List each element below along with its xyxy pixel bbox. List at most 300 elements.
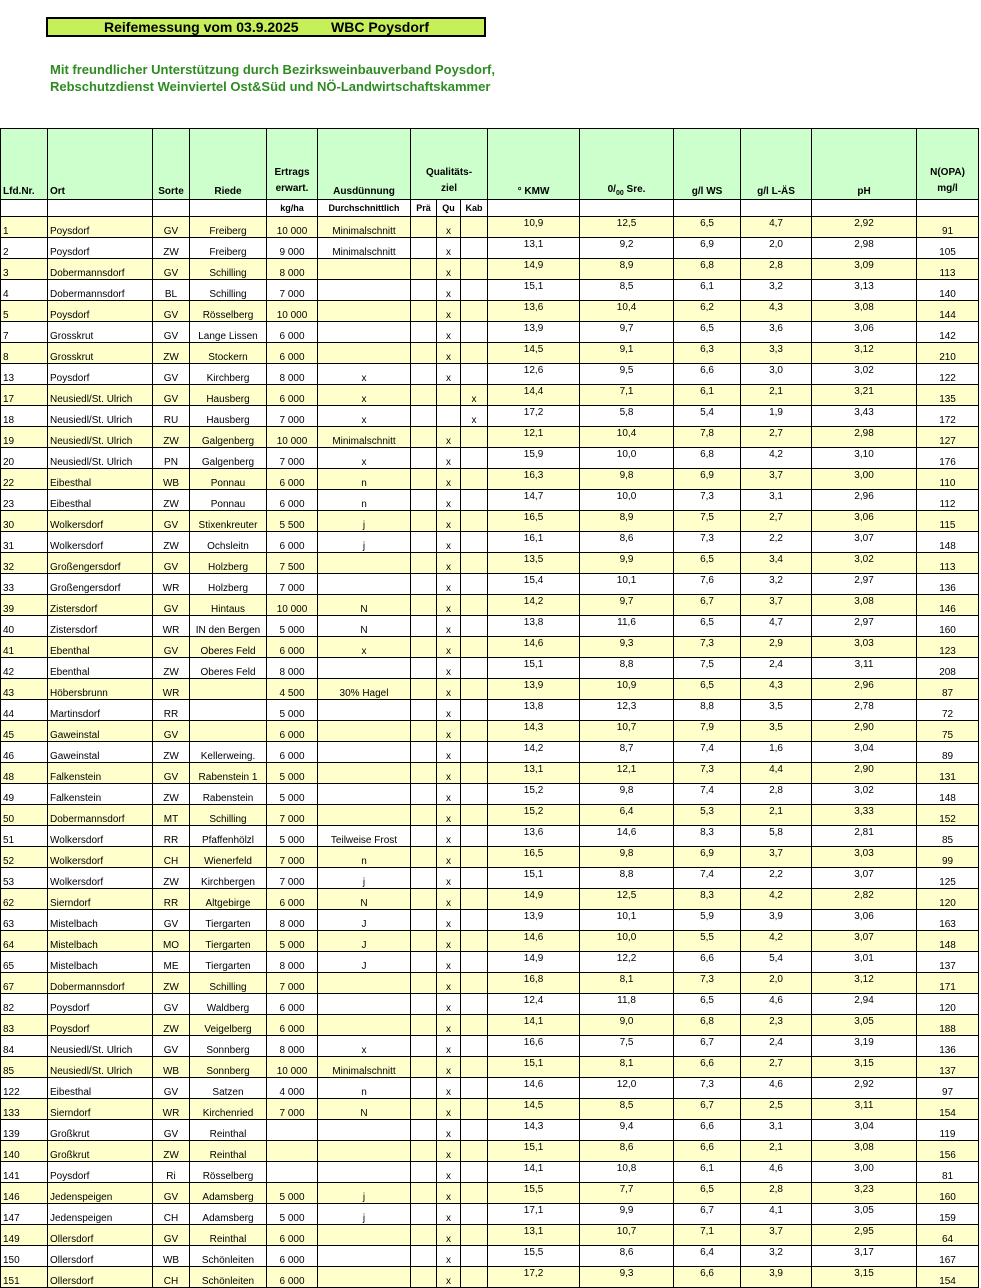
table-row <box>1 763 979 784</box>
col-nr: Lfd.Nr. <box>1 129 48 200</box>
cell-las: 4,2 <box>741 931 812 952</box>
cell-ertrag: 6 000 <box>267 1246 318 1267</box>
cell-nopa: 110 <box>917 469 979 490</box>
table-row <box>1 595 979 616</box>
cell-ph: 2,95 <box>812 1225 917 1246</box>
cell-ertrag: 8 000 <box>267 1036 318 1057</box>
cell-sorte: ZW <box>153 742 190 763</box>
cell-ort: Eibesthal <box>48 1078 153 1099</box>
cell-riede: Schilling <box>190 805 267 826</box>
cell-ertrag: 7 500 <box>267 553 318 574</box>
cell-nopa: 136 <box>917 1036 979 1057</box>
cell-riede: Rösselberg <box>190 1162 267 1183</box>
cell-ausduennung <box>318 553 411 574</box>
cell-ws: 6,8 <box>674 448 741 469</box>
cell-ws: 5,4 <box>674 406 741 427</box>
cell-ertrag <box>267 1141 318 1162</box>
cell-las: 4,6 <box>741 1162 812 1183</box>
cell-ort: Großkrut <box>48 1120 153 1141</box>
cell-riede: Pfaffenhölzl <box>190 826 267 847</box>
cell-sre: 10,1 <box>580 574 674 595</box>
cell-qu: x <box>437 847 461 868</box>
cell-las: 3,9 <box>741 1267 812 1288</box>
cell-ausduennung <box>318 700 411 721</box>
cell-ort: Poysdorf <box>48 217 153 238</box>
cell-ph: 3,08 <box>812 1141 917 1162</box>
cell-sorte: GV <box>153 511 190 532</box>
cell-ort: Dobermannsdorf <box>48 259 153 280</box>
cell-riede: Altgebirge <box>190 889 267 910</box>
cell-ertrag: 8 000 <box>267 259 318 280</box>
table-row <box>1 280 979 301</box>
subtitle-line-1: Mit freundlicher Unterstützung durch Bezirksweinbauverband Poysdorf, <box>50 62 495 77</box>
cell-ws: 6,6 <box>674 1057 741 1078</box>
cell-kmw: 14,6 <box>488 637 580 658</box>
cell-las: 2,8 <box>741 259 812 280</box>
subtitle-line-2: Rebschutzdienst Weinviertel Ost&Süd und NÖ-Landwirtschaftskammer <box>50 79 491 94</box>
cell-nr: 2 <box>1 238 48 259</box>
cell-kmw: 14,5 <box>488 343 580 364</box>
table-row <box>1 931 979 952</box>
cell-nopa: 172 <box>917 406 979 427</box>
cell-nr: 64 <box>1 931 48 952</box>
cell-kab <box>461 1057 488 1078</box>
cell-riede: Schilling <box>190 259 267 280</box>
cell-sre: 8,9 <box>580 259 674 280</box>
cell-nr: 63 <box>1 910 48 931</box>
cell-ort: Poysdorf <box>48 1162 153 1183</box>
cell-ws: 6,3 <box>674 343 741 364</box>
cell-ertrag: 6 000 <box>267 742 318 763</box>
col-ws: g/l WS <box>674 129 741 200</box>
cell-riede: Stockern <box>190 343 267 364</box>
cell-ws: 6,7 <box>674 1099 741 1120</box>
cell-pra <box>411 616 437 637</box>
cell-pra <box>411 952 437 973</box>
cell-ausduennung <box>318 301 411 322</box>
cell-ertrag: 6 000 <box>267 637 318 658</box>
cell-nr: 46 <box>1 742 48 763</box>
cell-nopa: 171 <box>917 973 979 994</box>
cell-ertrag: 5 000 <box>267 931 318 952</box>
table-row <box>1 700 979 721</box>
cell-kab <box>461 973 488 994</box>
cell-kmw: 14,1 <box>488 1015 580 1036</box>
cell-ertrag: 10 000 <box>267 217 318 238</box>
cell-pra <box>411 1141 437 1162</box>
table-row <box>1 721 979 742</box>
cell-riede: Galgenberg <box>190 448 267 469</box>
cell-ort: Großengersdorf <box>48 574 153 595</box>
cell-ausduennung <box>318 994 411 1015</box>
cell-las: 4,7 <box>741 217 812 238</box>
cell-riede: Wienerfeld <box>190 847 267 868</box>
cell-sorte: ZW <box>153 658 190 679</box>
cell-kab <box>461 931 488 952</box>
cell-ws: 6,6 <box>674 952 741 973</box>
cell-pra <box>411 889 437 910</box>
cell-pra <box>411 1036 437 1057</box>
col-ertrag: Ertrags erwart. <box>267 129 318 200</box>
cell-qu: x <box>437 1078 461 1099</box>
cell-ws: 7,3 <box>674 532 741 553</box>
cell-ausduennung: x <box>318 406 411 427</box>
cell-riede: Ochsleitn <box>190 532 267 553</box>
cell-ertrag: 7 000 <box>267 868 318 889</box>
cell-ertrag: 6 000 <box>267 721 318 742</box>
cell-las: 3,2 <box>741 574 812 595</box>
cell-ort: Wolkersdorf <box>48 868 153 889</box>
cell-nopa: 148 <box>917 931 979 952</box>
cell-sre: 8,8 <box>580 868 674 889</box>
cell-kmw: 14,6 <box>488 1078 580 1099</box>
table-subheader <box>1 200 979 217</box>
cell-sre: 8,9 <box>580 511 674 532</box>
cell-las: 3,1 <box>741 1120 812 1141</box>
cell-sorte: CH <box>153 1267 190 1288</box>
cell-qu: x <box>437 1204 461 1225</box>
cell-kmw: 13,8 <box>488 616 580 637</box>
cell-ausduennung <box>318 1120 411 1141</box>
cell-qu: x <box>437 1057 461 1078</box>
cell-ertrag: 6 000 <box>267 490 318 511</box>
cell-las: 3,7 <box>741 595 812 616</box>
cell-ort: Gaweinstal <box>48 742 153 763</box>
cell-riede: IN den Bergen <box>190 616 267 637</box>
cell-kmw: 10,9 <box>488 217 580 238</box>
cell-las: 3,2 <box>741 280 812 301</box>
table-row <box>1 532 979 553</box>
cell-pra <box>411 427 437 448</box>
cell-sorte: WB <box>153 469 190 490</box>
cell-pra <box>411 1015 437 1036</box>
cell-las: 2,7 <box>741 511 812 532</box>
cell-las: 1,6 <box>741 742 812 763</box>
cell-kab <box>461 847 488 868</box>
cell-sre: 10,4 <box>580 427 674 448</box>
cell-ausduennung <box>318 1162 411 1183</box>
cell-kab <box>461 280 488 301</box>
cell-nr: 33 <box>1 574 48 595</box>
cell-ph: 3,03 <box>812 637 917 658</box>
cell-ort: Falkenstein <box>48 763 153 784</box>
cell-ph: 3,33 <box>812 805 917 826</box>
cell-ertrag: 5 000 <box>267 700 318 721</box>
cell-ausduennung <box>318 1267 411 1288</box>
cell-ph: 2,96 <box>812 679 917 700</box>
cell-sorte: GV <box>153 637 190 658</box>
cell-ph: 3,19 <box>812 1036 917 1057</box>
cell-nopa: 160 <box>917 1183 979 1204</box>
cell-ort: Eibesthal <box>48 490 153 511</box>
cell-pra <box>411 1183 437 1204</box>
cell-las: 2,0 <box>741 238 812 259</box>
cell-ph: 3,43 <box>812 406 917 427</box>
cell-kmw: 15,1 <box>488 658 580 679</box>
table-row <box>1 1078 979 1099</box>
col-qual-qu: Qu <box>437 200 461 217</box>
cell-ph: 2,92 <box>812 217 917 238</box>
cell-riede: Sonnberg <box>190 1036 267 1057</box>
cell-las: 3,2 <box>741 1246 812 1267</box>
cell-ort: Wolkersdorf <box>48 511 153 532</box>
cell-kab <box>461 616 488 637</box>
cell-ausduennung <box>318 1015 411 1036</box>
cell-nr: 31 <box>1 532 48 553</box>
cell-sorte: WB <box>153 1057 190 1078</box>
cell-ph: 3,11 <box>812 658 917 679</box>
cell-riede: Tiergarten <box>190 952 267 973</box>
cell-ws: 5,9 <box>674 910 741 931</box>
cell-kmw: 16,6 <box>488 1036 580 1057</box>
cell-las: 4,2 <box>741 889 812 910</box>
cell-ertrag: 10 000 <box>267 427 318 448</box>
cell-ws: 7,3 <box>674 490 741 511</box>
cell-sre: 10,8 <box>580 1162 674 1183</box>
cell-ph: 3,02 <box>812 553 917 574</box>
cell-kab <box>461 490 488 511</box>
cell-ph: 3,15 <box>812 1057 917 1078</box>
cell-ertrag: 8 000 <box>267 910 318 931</box>
cell-kab <box>461 532 488 553</box>
cell-sorte: GV <box>153 1225 190 1246</box>
cell-kmw: 13,6 <box>488 826 580 847</box>
col-sorte: Sorte <box>153 129 190 200</box>
cell-sre: 9,1 <box>580 343 674 364</box>
cell-ausduennung: Minimalschnitt <box>318 217 411 238</box>
cell-ausduennung: j <box>318 511 411 532</box>
col-qual-pra: Prä <box>411 200 437 217</box>
cell-kab <box>461 1246 488 1267</box>
cell-qu: x <box>437 1120 461 1141</box>
cell-kab <box>461 469 488 490</box>
cell-pra <box>411 700 437 721</box>
cell-pra <box>411 1246 437 1267</box>
cell-sre: 8,5 <box>580 280 674 301</box>
cell-kab <box>461 553 488 574</box>
cell-sorte: ZW <box>153 238 190 259</box>
cell-nopa: 146 <box>917 595 979 616</box>
cell-las: 2,2 <box>741 868 812 889</box>
cell-ertrag: 4 000 <box>267 1078 318 1099</box>
cell-sre: 8,1 <box>580 973 674 994</box>
cell-ws: 7,3 <box>674 763 741 784</box>
cell-las: 3,1 <box>741 490 812 511</box>
cell-nopa: 208 <box>917 658 979 679</box>
cell-ws: 7,3 <box>674 973 741 994</box>
cell-ertrag <box>267 1120 318 1141</box>
cell-kmw: 13,1 <box>488 238 580 259</box>
cell-sorte: GV <box>153 1120 190 1141</box>
cell-ort: Poysdorf <box>48 364 153 385</box>
cell-las: 2,1 <box>741 805 812 826</box>
cell-qu: x <box>437 217 461 238</box>
cell-ausduennung: J <box>318 952 411 973</box>
cell-sre: 8,8 <box>580 658 674 679</box>
table-row <box>1 343 979 364</box>
table-row <box>1 217 979 238</box>
cell-nr: 147 <box>1 1204 48 1225</box>
cell-pra <box>411 1099 437 1120</box>
cell-qu: x <box>437 889 461 910</box>
cell-kmw: 14,9 <box>488 889 580 910</box>
cell-ort: Ollersdorf <box>48 1225 153 1246</box>
table-row <box>1 1246 979 1267</box>
table-row <box>1 952 979 973</box>
cell-pra <box>411 1204 437 1225</box>
cell-nr: 18 <box>1 406 48 427</box>
cell-kab <box>461 805 488 826</box>
cell-nopa: 137 <box>917 952 979 973</box>
cell-nopa: 154 <box>917 1099 979 1120</box>
cell-ertrag: 9 000 <box>267 238 318 259</box>
cell-ertrag: 5 000 <box>267 1204 318 1225</box>
cell-sre: 9,5 <box>580 364 674 385</box>
cell-sorte: ZW <box>153 490 190 511</box>
cell-riede <box>190 700 267 721</box>
cell-ertrag: 4 500 <box>267 679 318 700</box>
cell-sre: 10,0 <box>580 490 674 511</box>
cell-las: 3,0 <box>741 364 812 385</box>
cell-ws: 6,5 <box>674 322 741 343</box>
cell-kmw: 12,6 <box>488 364 580 385</box>
cell-ph: 3,10 <box>812 448 917 469</box>
cell-kmw: 13,9 <box>488 910 580 931</box>
cell-nr: 17 <box>1 385 48 406</box>
cell-ausduennung: Minimalschnitt <box>318 427 411 448</box>
table-row <box>1 1015 979 1036</box>
cell-ws: 6,5 <box>674 616 741 637</box>
cell-sre: 10,0 <box>580 448 674 469</box>
cell-nr: 41 <box>1 637 48 658</box>
cell-sre: 6,4 <box>580 805 674 826</box>
cell-ort: Jedenspeigen <box>48 1204 153 1225</box>
cell-ph: 2,96 <box>812 490 917 511</box>
cell-ertrag: 7 000 <box>267 280 318 301</box>
title-text: Reifemessung vom 03.9.2025 <box>104 19 299 35</box>
cell-qu: x <box>437 1225 461 1246</box>
cell-kab <box>461 1099 488 1120</box>
col-ausd-sub: Durchschnittlich <box>318 200 411 217</box>
cell-qu: x <box>437 448 461 469</box>
cell-sorte: GV <box>153 259 190 280</box>
cell-ws: 7,3 <box>674 1078 741 1099</box>
cell-sre: 9,4 <box>580 1120 674 1141</box>
cell-nopa: 81 <box>917 1162 979 1183</box>
cell-ort: Wolkersdorf <box>48 826 153 847</box>
cell-ort: Jedenspeigen <box>48 1183 153 1204</box>
cell-nr: 53 <box>1 868 48 889</box>
cell-ws: 6,4 <box>674 1246 741 1267</box>
cell-ws: 8,3 <box>674 826 741 847</box>
cell-ws: 7,4 <box>674 868 741 889</box>
cell-ausduennung: n <box>318 469 411 490</box>
cell-ph: 3,12 <box>812 343 917 364</box>
col-ertrag-unit: kg/ha <box>267 200 318 217</box>
cell-ausduennung <box>318 721 411 742</box>
cell-sorte: ME <box>153 952 190 973</box>
cell-ws: 6,5 <box>674 679 741 700</box>
cell-kab <box>461 784 488 805</box>
cell-nopa: 137 <box>917 1057 979 1078</box>
cell-ws: 6,7 <box>674 1036 741 1057</box>
cell-kab <box>461 658 488 679</box>
cell-nr: 5 <box>1 301 48 322</box>
cell-las: 3,4 <box>741 553 812 574</box>
cell-sre: 10,7 <box>580 721 674 742</box>
cell-ertrag: 10 000 <box>267 1057 318 1078</box>
cell-nopa: 127 <box>917 427 979 448</box>
cell-sorte: GV <box>153 364 190 385</box>
cell-riede: Hausberg <box>190 406 267 427</box>
cell-sorte: RU <box>153 406 190 427</box>
cell-pra <box>411 553 437 574</box>
cell-sre: 11,8 <box>580 994 674 1015</box>
cell-kmw: 15,5 <box>488 1183 580 1204</box>
cell-las: 2,1 <box>741 1141 812 1162</box>
cell-pra <box>411 868 437 889</box>
cell-nopa: 91 <box>917 217 979 238</box>
cell-kmw: 14,3 <box>488 721 580 742</box>
cell-riede: Rösselberg <box>190 301 267 322</box>
cell-kab <box>461 427 488 448</box>
cell-nr: 22 <box>1 469 48 490</box>
cell-qu: x <box>437 616 461 637</box>
cell-ph: 3,02 <box>812 364 917 385</box>
cell-ort: Neusiedl/St. Ulrich <box>48 1036 153 1057</box>
cell-kmw: 15,4 <box>488 574 580 595</box>
table-row <box>1 616 979 637</box>
cell-ort: Dobermannsdorf <box>48 805 153 826</box>
cell-las: 2,3 <box>741 1015 812 1036</box>
cell-ph: 3,01 <box>812 952 917 973</box>
cell-kab <box>461 1162 488 1183</box>
col-sre: $0/_{00}$ Sre. <box>580 129 674 200</box>
cell-sre: 9,7 <box>580 595 674 616</box>
cell-nr: 49 <box>1 784 48 805</box>
cell-sorte: WR <box>153 1099 190 1120</box>
cell-sorte: GV <box>153 910 190 931</box>
cell-nopa: 135 <box>917 385 979 406</box>
cell-kab <box>461 1141 488 1162</box>
cell-kmw: 15,2 <box>488 805 580 826</box>
cell-kab <box>461 910 488 931</box>
cell-ertrag: 6 000 <box>267 1267 318 1288</box>
cell-nr: 141 <box>1 1162 48 1183</box>
cell-kab <box>461 700 488 721</box>
cell-ertrag: 7 000 <box>267 973 318 994</box>
cell-sorte: ZW <box>153 868 190 889</box>
cell-ph: 3,00 <box>812 1162 917 1183</box>
cell-qu: x <box>437 973 461 994</box>
cell-sre: 5,8 <box>580 406 674 427</box>
cell-nopa: 154 <box>917 1267 979 1288</box>
cell-ph: 3,05 <box>812 1204 917 1225</box>
cell-pra <box>411 826 437 847</box>
cell-ort: Eibesthal <box>48 469 153 490</box>
cell-ph: 3,13 <box>812 280 917 301</box>
cell-kab <box>461 763 488 784</box>
cell-nr: 44 <box>1 700 48 721</box>
cell-ws: 7,5 <box>674 511 741 532</box>
cell-kab <box>461 1183 488 1204</box>
cell-ph: 3,12 <box>812 973 917 994</box>
cell-nopa: 115 <box>917 511 979 532</box>
cell-las: 2,1 <box>741 385 812 406</box>
cell-ort: Ollersdorf <box>48 1246 153 1267</box>
cell-ertrag: 8 000 <box>267 658 318 679</box>
cell-pra <box>411 364 437 385</box>
